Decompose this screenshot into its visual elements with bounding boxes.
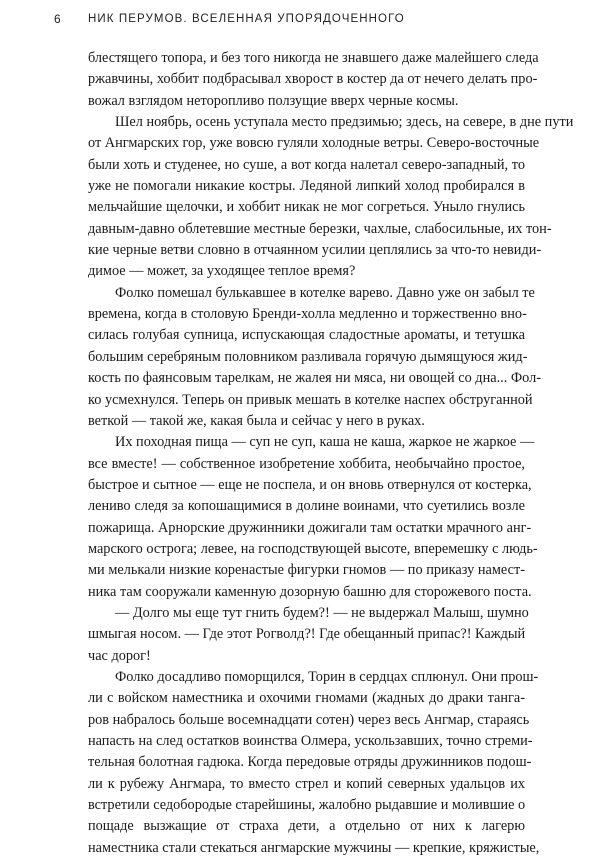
text-line: ника там сооружали каменную дозорную башню для сторожевого поста. (88, 583, 532, 600)
text-line: пожарища. Арнорские дружинники дожигали там остатки мрачного анг- (88, 519, 532, 536)
text-line: лениво следя за копошащимися в долине воинами, что суетились возле (88, 498, 525, 515)
text-line: марского острога; левее, на господствующей высоте, вперемешку с людь- (88, 540, 538, 557)
text-line: кость по фаянсовым тарелкам, не жалея ни мяса, ни овощей со дна... Фол- (88, 370, 542, 387)
text-line: блестящего топора, и без того никогда не знавшего даже малейшего следа (88, 50, 539, 66)
text-line: уже не помогали никакие костры. Ледяной липкий холод пробирался в (88, 178, 525, 195)
text-line: тельная болотная гадюка. Когда передовые отряды дружинников подош- (88, 754, 532, 771)
text-line: времена, когда в столовую Бренди-холла медленно и торжественно вно- (88, 306, 527, 323)
text-line: большим серебряным половником разливала горячую дымящуюся жид- (88, 348, 528, 365)
text-line: ров набралось больше восемнадцати сотен) через весь Ангмар, стараясь (88, 711, 530, 728)
text-line: веткой — такой же, какая была и сейчас у него в руках. (88, 412, 425, 429)
paragraph (88, 283, 542, 432)
paragraph (88, 48, 539, 112)
text-line: давным-давно облетевшие местные березки, чахлые, слабосильные, их тон- (88, 220, 552, 237)
paragraph (88, 603, 529, 667)
text-line: ли с войском наместника и охочими гномами (жадных до драки танга- (88, 690, 525, 707)
text-line: мельчайшие щелочки, и хоббит никак не мог согреться. Уныло гнулись (88, 199, 525, 216)
text-line: все вместе! — собственное изобретение хоббита, необычайно простое, (88, 455, 525, 472)
text-line: быстрое и сытное — еще не поспела, и он вновь отвернулся от костерка, (88, 476, 532, 493)
text-line: димое — может, за уходящее теплое время? (88, 263, 356, 280)
text-line: встретили седобородые старейшины, жалобно рыдавшие и молившие о (88, 797, 526, 814)
text-line: наместника стали стекаться ангмарские мужчины — крепкие, кряжистые, (88, 839, 540, 856)
page-number: 6 (54, 12, 61, 26)
text-line: ржавчины, хоббит подбрасывал хворост в костер да от нечего делать про- (88, 71, 538, 88)
text-line: были хоть и студенее, но суше, а вот когда налетал северо-западный, то (88, 156, 525, 173)
paragraph (88, 432, 538, 603)
text-line: кие черные ветви словно в отчаянном усилии цеплялись за что-то невиди- (88, 242, 542, 259)
text-line: Шел ноябрь, осень уступала место предзимью; здесь, на севере, в дне пути (115, 114, 574, 131)
text-line: пощаде вызжащие от страха дети, а отдельно от них к лагерю (88, 818, 525, 835)
text-line: ко усмехнулся. Теперь он привык мешать в котелке наспех обструганной (88, 391, 533, 408)
text-line: час дорог! (88, 647, 151, 664)
text-line: вожал взглядом неторопливо ползущие вверх черные космы. (88, 92, 459, 109)
text-line: — Долго мы еще тут гнить будем?! — не выдержал Малыш, шумно (115, 604, 529, 621)
text-line: ли к рубежу Ангмара, то вместо стрел и копий северных удальцов их (88, 775, 525, 792)
book-page (54, 10, 574, 859)
text-line: Фолко досадливо поморщился, Торин в сердцах сплюнул. Они прош- (115, 668, 539, 685)
text-line: Их походная пища — суп не суп, каша не каша, жаркое не жаркое — (115, 434, 535, 451)
paragraph (88, 667, 540, 859)
paragraph (88, 112, 574, 283)
text-line: напасть на след остатков воинства Олмера, ускользавших, точно стреми- (88, 733, 533, 749)
text-line: Фолко помешал булькавшее в котелке варево. Давно уже он забыл те (115, 284, 535, 301)
text-line: от Ангмарских гор, уже вовсю гуляли холодные ветры. Северо-восточные (88, 135, 540, 152)
body-text (88, 48, 574, 859)
running-header (54, 10, 525, 28)
text-line: ми мелькали низкие коренастые фигурки гномов — по приказу намест- (88, 562, 525, 579)
text-line: шмыгая носом. — Где этот Рогволд?! Где обещанный припас?! Каждый (88, 626, 526, 643)
running-title: НИК ПЕРУМОВ. ВСЕЛЕННАЯ УПОРЯДОЧЕННОГО (88, 13, 405, 25)
text-line: силась голубая супница, испускающая сладостные ароматы, и тетушка (88, 327, 525, 344)
